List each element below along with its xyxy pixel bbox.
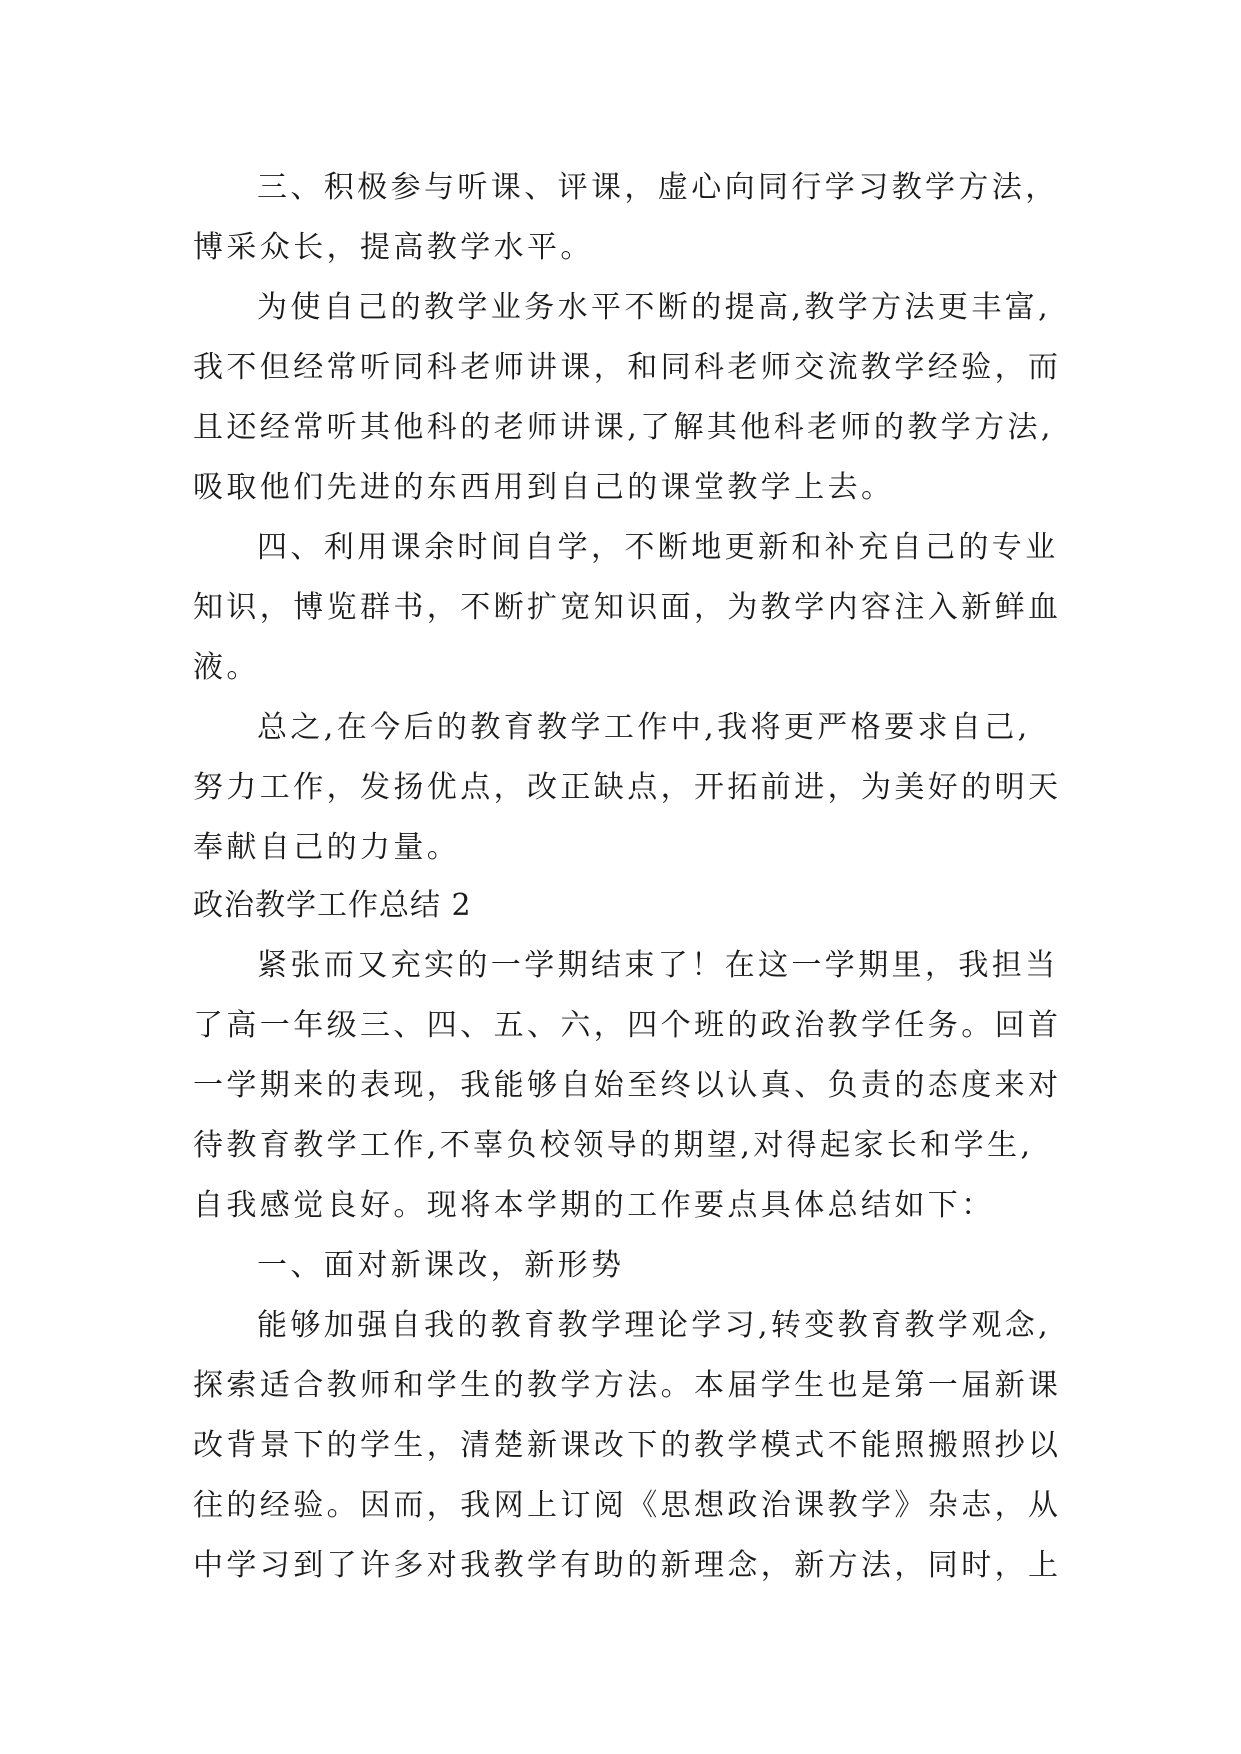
paragraph-line: 往的经验。因而，我网上订阅《思想政治课教学》杂志，从 <box>193 1488 1062 1523</box>
paragraph-line: 探索适合教师和学生的教学方法。本届学生也是第一届新课 <box>193 1368 1062 1403</box>
section-heading: 政治教学工作总结 2 <box>193 888 472 923</box>
paragraph-line: 为使自己的教学业务水平不断的提高,教学方法更丰富, <box>257 290 1052 325</box>
paragraph-line: 博采众长，提高教学水平。 <box>193 230 594 265</box>
paragraph-line: 了高一年级三、四、五、六，四个班的政治教学任务。回首 <box>193 1008 1062 1043</box>
paragraph-line: 三、积极参与听课、评课，虚心向同行学习教学方法， <box>257 170 1059 205</box>
paragraph-line: 一学期来的表现，我能够自始至终以认真、负责的态度来对 <box>193 1068 1062 1103</box>
paragraph-line: 液。 <box>193 650 260 685</box>
paragraph-line: 能够加强自我的教育教学理论学习,转变教育教学观念, <box>257 1308 1052 1343</box>
paragraph-line: 努力工作，发扬优点，改正缺点，开拓前进，为美好的明天 <box>193 770 1062 805</box>
paragraph-line: 吸取他们先进的东西用到自己的课堂教学上去。 <box>193 470 895 505</box>
paragraph-line: 紧张而又充实的一学期结束了！在这一学期里，我担当 <box>257 948 1059 983</box>
paragraph-line: 我不但经常听同科老师讲课，和同科老师交流教学经验，而 <box>193 350 1062 385</box>
paragraph-line: 一、面对新课改，新形势 <box>257 1248 625 1283</box>
paragraph-line: 四、利用课余时间自学，不断地更新和补充自己的专业 <box>257 530 1059 565</box>
paragraph-line: 自我感觉良好。现将本学期的工作要点具体总结如下： <box>193 1188 995 1223</box>
paragraph-line: 改背景下的学生，清楚新课改下的教学模式不能照搬照抄以 <box>193 1428 1062 1463</box>
paragraph-line: 待教育教学工作,不辜负校领导的期望,对得起家长和学生, <box>193 1128 1034 1163</box>
paragraph-line: 奉献自己的力量。 <box>193 830 461 865</box>
paragraph-line: 总之,在今后的教育教学工作中,我将更严格要求自己, <box>257 710 1031 745</box>
paragraph-line: 知识，博览群书，不断扩宽知识面，为教学内容注入新鲜血 <box>193 590 1062 625</box>
paragraph-line: 中学习到了许多对我教学有助的新理念，新方法，同时，上 <box>193 1548 1062 1583</box>
paragraph-line: 且还经常听其他科的老师讲课,了解其他科老师的教学方法, <box>193 410 1054 445</box>
